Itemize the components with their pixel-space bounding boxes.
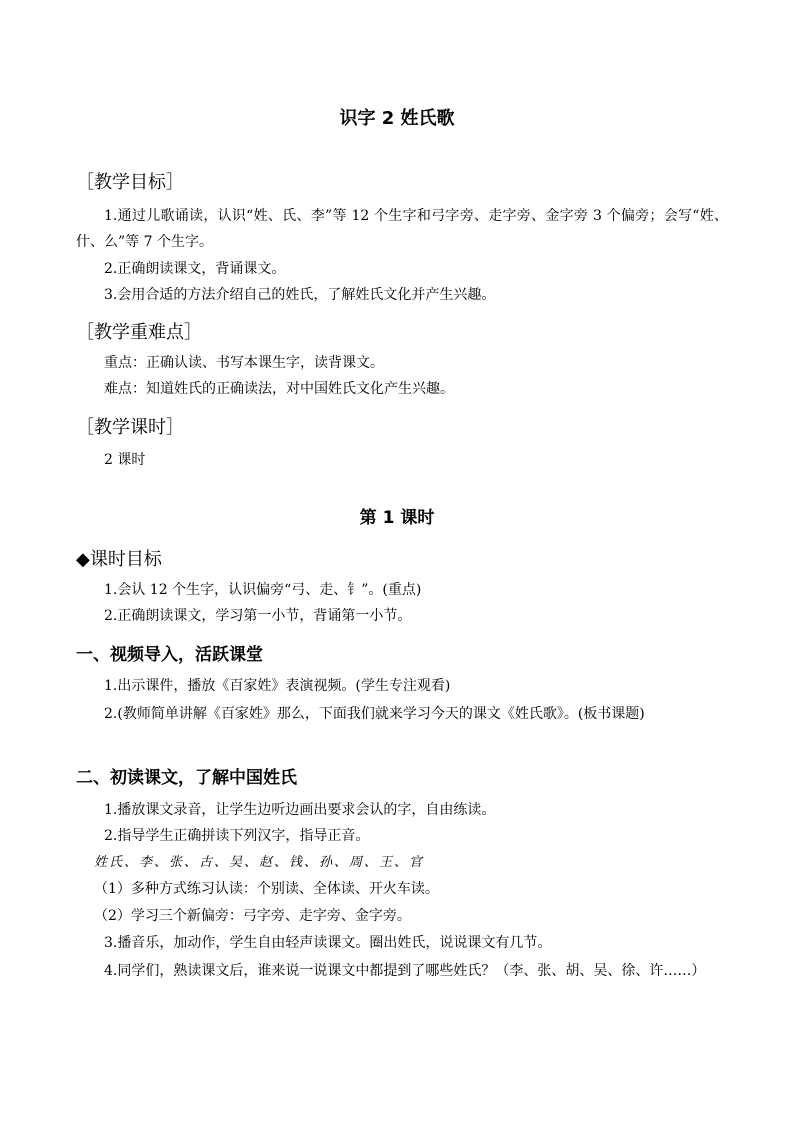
part2-item-1: 1.播放课文录音，让学生边听边画出要求会认的字，自由练读。 [104, 802, 496, 818]
part2-item-4: 4.同学们，熟读课文后，谁来说一说课文中都提到了哪些姓氏？（李、张、胡、吴、徐、许……） [104, 963, 706, 979]
objective-item-3: 3.会用合适的方法介绍自己的姓氏，了解姓氏文化并产生兴趣。 [104, 287, 496, 303]
key-point-item-1: 重点：正确认读、书写本课生字，读背课文。 [104, 355, 384, 371]
part2-subitem-1: （1）多种方式练习认读：个别读、全体读、开火车读。 [94, 881, 439, 897]
key-points-heading: ［教学重难点］ [76, 322, 202, 343]
part2-item-2: 2.指导学生正确拼读下列汉字，指导正音。 [104, 828, 370, 844]
part1-item-2: 2.(教师简单讲解《百家姓》那么，下面我们就来学习今天的课文《姓氏歌》。(板书课题) [104, 706, 645, 722]
lesson-title: 第 1 课时 [359, 508, 435, 528]
part2-heading: 二、初读课文，了解中国姓氏 [76, 768, 297, 788]
page-title: 识字 2 姓氏歌 [339, 108, 455, 129]
key-point-item-2: 难点：知道姓氏的正确读法，对中国姓氏文化产生兴趣。 [104, 381, 454, 397]
character-list: 姓氏、李、张、古、吴、赵、钱、孙、周、王、官 [94, 855, 425, 870]
lesson-goal-1: 1.会认 12 个生字，认识偏旁“弓、走、钅”。(重点) [104, 582, 422, 598]
part2-subitem-2: （2）学习三个新偏旁：弓字旁、走字旁、金字旁。 [94, 908, 411, 924]
objective-item-2: 2.正确朗读课文，背诵课文。 [104, 261, 286, 277]
lesson-goal-heading: ◆课时目标 [76, 549, 162, 570]
periods-heading: ［教学课时］ [76, 417, 184, 438]
objectives-heading: ［教学目标］ [76, 172, 184, 193]
part2-item-3: 3.播音乐，加动作，学生自由轻声读课文。圈出姓氏，说说课文有几节。 [104, 935, 552, 951]
lesson-goal-2: 2.正确朗读课文，学习第一小节，背诵第一小节。 [104, 608, 412, 624]
part1-heading: 一、视频导入，活跃课堂 [76, 645, 263, 665]
objective-item-1: 1.通过儿歌诵读，认识“姓、氏、李”等 12 个生字和弓字旁、走字旁、金字旁 3 个偏旁；会写“姓、什、么”等 7 个生字。 [76, 208, 728, 250]
periods-value: 2 课时 [104, 452, 146, 468]
part1-item-1: 1.出示课件，播放《百家姓》表演视频。(学生专注观看) [104, 678, 451, 694]
